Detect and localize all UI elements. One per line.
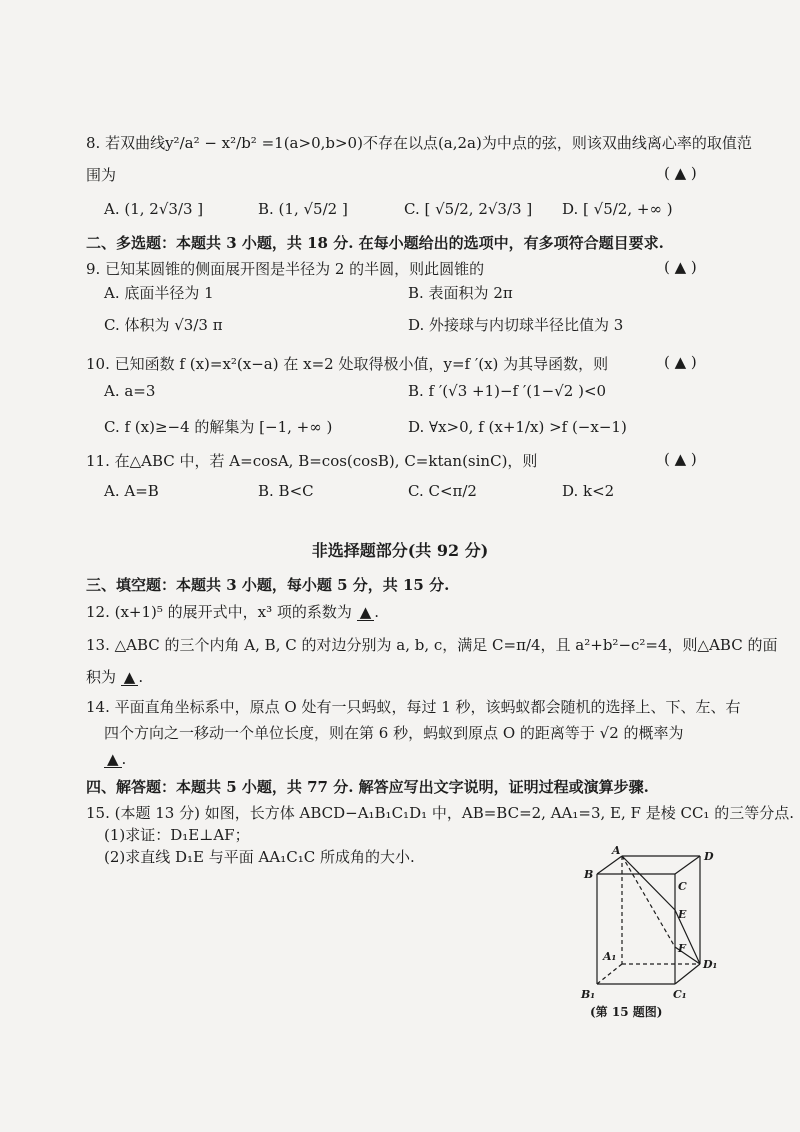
q14-stem-line2: 四个方向之一移动一个单位长度，则在第 6 秒，蚂蚁到原点 O 的距离等于 √2 的概率为 — [104, 724, 684, 742]
label-a: A — [612, 846, 621, 857]
q8-answer-mark: ( ▲ ) — [664, 164, 697, 182]
q13-end: . — [138, 668, 144, 686]
label-d: D — [704, 850, 714, 863]
label-b1: B₁ — [581, 988, 596, 1001]
q13-stem-line2 — [86, 666, 143, 688]
q11-stem: 11. 在△ABC 中，若 A=cosA, B=cos(cosB), C=ktan(sinC)，则 — [86, 452, 538, 470]
q11-option-b: B. B<C — [258, 482, 314, 500]
q9-option-a: A. 底面半径为 1 — [104, 284, 214, 302]
edge-b1a1-hidden — [597, 964, 622, 984]
q10-stem: 10. 已知函数 f (x)=x²(x−a) 在 x=2 处取得极小值，y=f ′(x) 为其导函数，则 — [86, 355, 609, 373]
q13-answer-blank: ▲ — [121, 669, 139, 686]
section-4-heading: 四、解答题：本题共 5 小题，共 77 分. 解答应写出文字说明，证明过程或演算步骤. — [86, 778, 649, 796]
label-a1: A₁ — [603, 950, 617, 963]
q11-option-d: D. k<2 — [562, 482, 615, 500]
edge-dc — [675, 856, 700, 874]
q14-stem-line3 — [104, 748, 126, 770]
q9-stem: 9. 已知某圆锥的侧面展开图是半径为 2 的半圆，则此圆锥的 — [86, 260, 485, 278]
q14-answer-blank: ▲ — [104, 751, 122, 768]
q11-option-c: C. C<π/2 — [408, 482, 477, 500]
q15-part-2: (2)求直线 D₁E 与平面 AA₁C₁C 所成角的大小. — [104, 848, 415, 866]
label-b: B — [584, 868, 594, 881]
q12-text: 12. (x+1)⁵ 的展开式中，x³ 项的系数为 — [86, 603, 352, 621]
q9-option-c: C. 体积为 √3/3 π — [104, 316, 223, 334]
edge-c1d1 — [675, 964, 700, 984]
q12-answer-blank: ▲ — [357, 604, 375, 621]
q9-option-d: D. 外接球与内切球半径比值为 3 — [408, 316, 624, 334]
q15-stem: 15. (本题 13 分) 如图，长方体 ABCD−A₁B₁C₁D₁ 中，AB=BC=2, AA₁=3, E, F 是棱 CC₁ 的三等分点. — [86, 804, 794, 822]
section-3-heading: 三、填空题：本题共 3 小题，每小题 5 分，共 15 分. — [86, 576, 450, 594]
q8-option-d: D. [ √5/2, +∞ ) — [562, 200, 673, 218]
q9-answer-mark: ( ▲ ) — [664, 258, 697, 276]
q8-option-b: B. (1, √5/2 ] — [258, 200, 348, 218]
q10-option-a: A. a=3 — [104, 382, 156, 400]
q8-option-a: A. (1, 2√3/3 ] — [104, 200, 204, 218]
label-f: F — [678, 942, 686, 955]
q8-stem-line1: 8. 若双曲线y²/a² − x²/b² =1(a>0,b>0)不存在以点(a,2a)为中点的弦，则该双曲线离心率的取值范 — [86, 134, 752, 152]
q8-option-c: C. [ √5/2, 2√3/3 ] — [404, 200, 533, 218]
edge-ab — [597, 856, 622, 874]
q10-option-b: B. f ′(√3 +1)−f ′(1−√2 )<0 — [408, 382, 607, 400]
segment-ae — [622, 856, 675, 910]
q9-option-b: B. 表面积为 2π — [408, 284, 513, 302]
label-c: C — [678, 880, 687, 893]
section-2-heading: 二、多选题：本题共 3 小题，共 18 分. 在每小题给出的选项中，有多项符合题目要求. — [86, 234, 664, 252]
q11-option-a: A. A=B — [104, 482, 159, 500]
label-c1: C₁ — [673, 988, 687, 1001]
q12-stem — [86, 601, 379, 623]
label-d1: D₁ — [703, 958, 718, 971]
part-2-title: 非选择题部分(共 92 分) — [311, 541, 489, 560]
q10-option-d: D. ∀x>0, f (x+1/x) >f (−x−1) — [408, 418, 627, 436]
q8-stem-line2: 围为 — [86, 166, 117, 184]
q13-text: 积为 — [86, 668, 117, 686]
label-e: E — [678, 908, 687, 921]
q10-option-c: C. f (x)≥−4 的解集为 [−1, +∞ ) — [104, 418, 333, 436]
q13-stem-line1: 13. △ABC 的三个内角 A, B, C 的对边分别为 a, b, c，满足 C=π/4，且 a²+b²−c²=4，则△ABC 的面 — [86, 636, 778, 654]
q10-answer-mark: ( ▲ ) — [664, 353, 697, 371]
figure-caption: (第 15 题图) — [590, 1005, 663, 1019]
q15-part-1: (1)求证：D₁E⊥AF； — [104, 826, 250, 844]
q14-stem-line1: 14. 平面直角坐标系中，原点 O 处有一只蚂蚁，每过 1 秒，该蚂蚁都会随机的选择上、下、左、右 — [86, 698, 741, 716]
cuboid-figure — [575, 846, 725, 1006]
q14-end: . — [121, 750, 127, 768]
q11-answer-mark: ( ▲ ) — [664, 450, 697, 468]
q12-end: . — [374, 603, 380, 621]
